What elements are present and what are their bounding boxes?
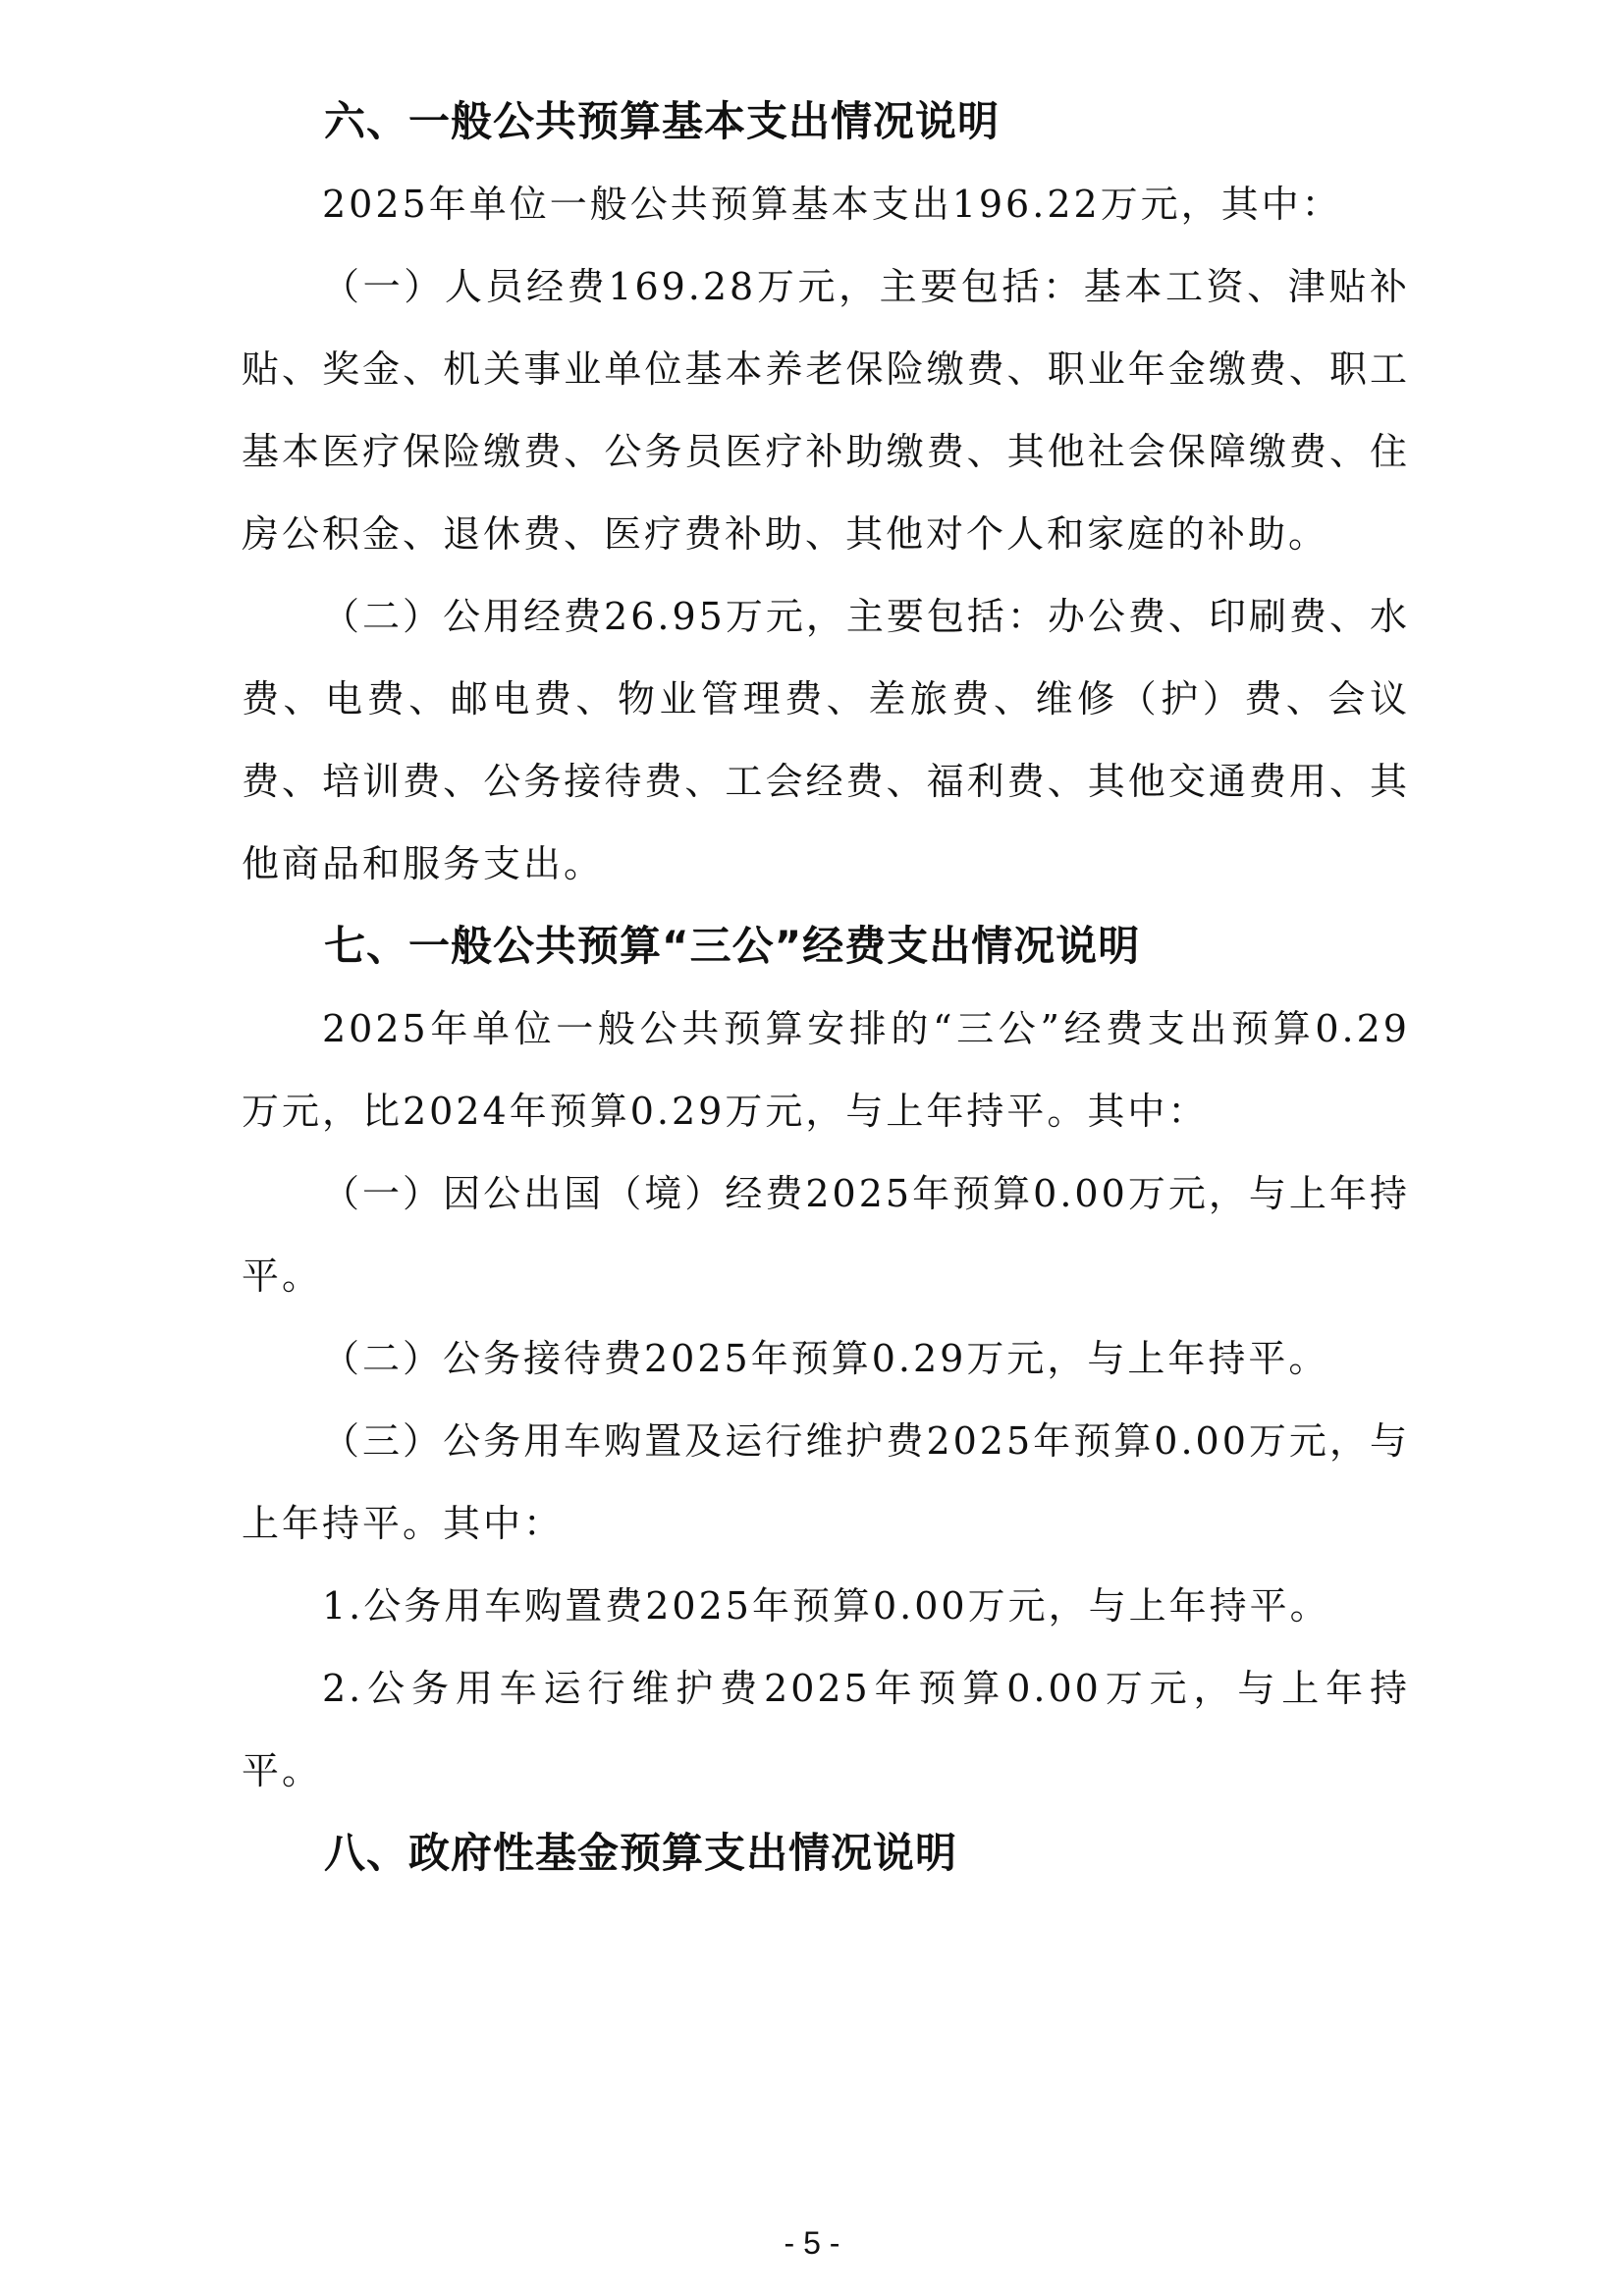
paragraph: （一）因公出国（境）经费2025年预算0.00万元，与上年持平。 bbox=[242, 1172, 1410, 1298]
section-heading: 七、一般公共预算“三公”经费支出情况说明 bbox=[324, 922, 1141, 970]
paragraph: （一）人员经费169.28万元，主要包括：基本工资、津贴补贴、奖金、机关事业单位基本养老保险缴费、职业年金缴费、职工基本医疗保险缴费、公务员医疗补助缴费、其他社会保障缴费、住房公积金、退休费、医疗费补助、其他对个人和家庭的补助。 bbox=[242, 265, 1410, 556]
paragraph: （二）公用经费26.95万元，主要包括：办公费、印刷费、水费、电费、邮电费、物业管理费、差旅费、维修（护）费、会议费、培训费、公务接待费、工会经费、福利费、其他交通费用、其他商品和服务支出。 bbox=[242, 595, 1410, 885]
section-heading: 六、一般公共预算基本支出情况说明 bbox=[324, 97, 1001, 145]
page-number: - 5 - bbox=[784, 2225, 840, 2261]
section-heading: 八、政府性基金预算支出情况说明 bbox=[324, 1829, 958, 1877]
paragraph: 2.公务用车运行维护费2025年预算0.00万元，与上年持平。 bbox=[242, 1667, 1410, 1792]
paragraph: （二）公务接待费2025年预算0.29万元，与上年持平。 bbox=[322, 1337, 1329, 1380]
section-government-fund-expenditure bbox=[242, 1812, 1410, 1895]
section-basic-expenditure bbox=[242, 80, 1410, 905]
paragraph: 1.公务用车购置费2025年预算0.00万元，与上年持平。 bbox=[322, 1584, 1330, 1628]
paragraph: （三）公务用车购置及运行维护费2025年预算0.00万元，与上年持平。其中： bbox=[242, 1419, 1410, 1545]
paragraph: 2025年单位一般公共预算基本支出196.22万元，其中： bbox=[322, 183, 1342, 226]
paragraph: 2025年单位一般公共预算安排的“三公”经费支出预算0.29万元，比2024年预算0.29万元，与上年持平。其中： bbox=[242, 1007, 1410, 1133]
document-body bbox=[242, 80, 1410, 1895]
section-three-public-expenditure bbox=[242, 905, 1410, 1812]
